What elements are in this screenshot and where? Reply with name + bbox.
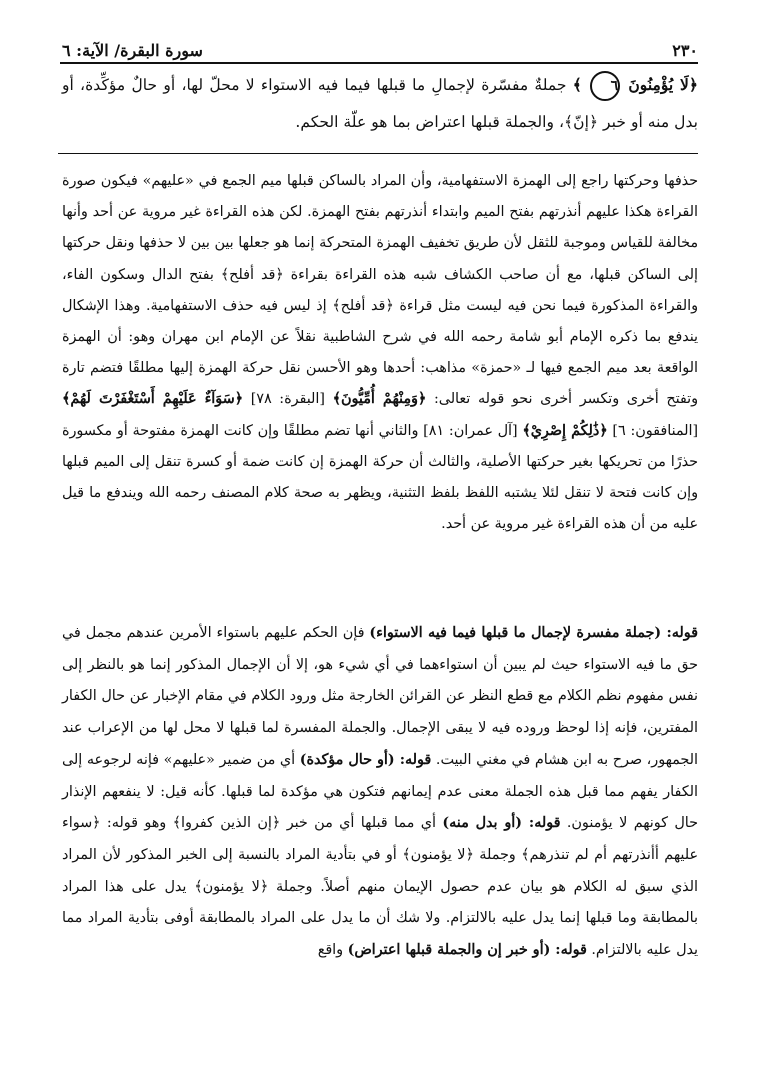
verse-number-badge: ٦ bbox=[590, 71, 620, 101]
commentary-text-2: أي من ضمير «عليهم» فإنه لرجوعه إلى الكفار يفهم مما قبل هذه الجملة معنى عدم إيمانهم فتكون هي مؤكدة لما قبلها. كأنه قيل: لا ينفعهم الإنذار حال كونهم لا يؤمنون. bbox=[62, 751, 698, 832]
commentary-keyword-4: قوله: (أو خبر إن والجملة قبلها اعتراض) bbox=[347, 942, 587, 959]
verse-explanation: جملةٌ مفسّرة لإجمالِ ما قبلها فيما فيه الاستواء لا محلّ لها، أو حالٌ مؤكِّدة، أو بدل منه أو خبر ﴿إنّ﴾، والجملة قبلها اعتراض بما هو علّة الحكم. bbox=[62, 76, 698, 131]
verse-quote: ﴿لَا يُؤْمِنُونَ bbox=[628, 75, 698, 94]
quran-quote-1: ﴿وَمِنْهُمْ أُمِّيُّونَ﴾ bbox=[332, 391, 427, 408]
footnote-paragraph bbox=[62, 166, 698, 540]
quran-quote-3: ﴿ذَٰلِكُمْ إِصْرِيْ﴾ bbox=[522, 422, 608, 439]
page-number: ٢٣٠ bbox=[672, 41, 698, 60]
surah-title: سورة البقرة/ الآية: ٦ bbox=[62, 41, 203, 60]
commentary-text-1: فإن الحكم عليهم باستواء الأمرين عندهم مجمل في حق ما فيه الاستواء حيث لم يبين أن استواءهما في أي شيء هو، إلا أن الإجمال المذكور إنما هو بالنظر إلى نفس مفهوم نظم الكلام مع قطع النظر عن القرائن الخارجة مثل ورود الكلام في مقام الإخبار عن حال الكفار المفترين، فإنه إذا لوحظ وروده فيه لا يبقى الإجمال. والجملة المفسرة لما قبلها لا محل لها من الإعراب عند الجمهور، صرح به ابن هشام في مغني البيت. bbox=[62, 625, 698, 768]
commentary-keyword-1: قوله: (جملة مفسرة لإجمال ما قبلها فيما فيه الاستواء) bbox=[369, 625, 699, 641]
header-divider bbox=[60, 62, 698, 64]
commentary-text-4: واقع bbox=[317, 942, 344, 959]
footnote-text-1: حذفها وحركتها راجع إلى الهمزة الاستفهامية، وأن المراد بالساكن قبلها ميم الجمع في «عليهم» فيكون صورة القراءة هكذا عليهم أنذرتهم بفتح الميم وابتداء أنذرتهم بفتح الهمزة. لكن هذه القراءة غير مروية عن أحد وأنها مخالفة للقياس وموجبة للثقل لأن طريق تخفيف الهمزة المتحركة إنما هو جعلها بين بين لا حذفها ونقل حركتها إلى الساكن قبلها، مع أن صاحب الكشاف شبه هذه القراءة بقراءة ﴿قد أفلح﴾ بفتح الدال وسكون الفاء، والقراءة المذكورة فيما نحن فيه ليست مثل قراءة ﴿قد أفلح﴾ إذ ليس فيه حذف الاستفهامية. وهذا الإشكال يندفع بما ذكره الإمام أبو شامة رحمه الله في شرح الشاطبية نقلاً عن الإمام ابن مهران وهو: أن الهمزة الواقعة بعد ميم الجمع فيها لـ «حمزة» مذاهب: أحدها وهو الأحسن نقل حركة الهمزة إليها مطلقًا فتضم تارة وتفتح أخرى وتكسر أخرى نحو قوله تعالى: bbox=[62, 173, 698, 408]
footnote-divider bbox=[58, 153, 698, 154]
verse-quote-close: ﴾ bbox=[572, 75, 582, 94]
footnote-block bbox=[62, 166, 698, 540]
commentary-paragraph bbox=[62, 618, 698, 967]
quran-ref-3: [آل عمران: ٨١] bbox=[423, 422, 518, 439]
commentary-text-3: أي مما قبلها أي من خبر ﴿إن الذين كفروا﴾ وهو قوله: ﴿سواء عليهم أأنذرتهم أم لم تنذرهم﴾ وجملة ﴿لا يؤمنون﴾ أو في بتأدية المراد بالنسبة إلى الخبر المذكور لأن المراد الذي سبق له الكلام هو بيان عدم حصول الإيمان منهم أصلاً. وجملة ﴿لا يؤمنون﴾ يدل على هذا المراد بالمطابقة وما قبلها إنما يدل عليه بالالتزام. ولا شك أن ما يدل على المراد بالمطابقة أوفى بتأدية المراد مما يدل عليه بالالتزام. bbox=[62, 815, 698, 959]
quran-ref-2: [المنافقون: ٦] bbox=[612, 422, 699, 439]
commentary-keyword-2: قوله: (أو حال مؤكدة) bbox=[299, 751, 432, 768]
quran-ref-1: [البقرة: ٧٨] bbox=[250, 391, 325, 408]
page-header bbox=[62, 34, 698, 60]
commentary-block bbox=[62, 618, 698, 967]
footnote-text-2: والثاني أنها تضم مطلقًا وإن كانت الهمزة مفتوحة أو مكسورة حذرًا من تحريكها بغير حركتها الأصلية، والثالث أن حركة الهمزة إن كانت ضمة أو كسرة تنقل إلى الميم قبلها وإن كانت فتحة لا تنقل لئلا يشتبه اللفظ بلفظ التثنية، ويظهر به صحة كلام المصنف رحمه الله ويندفع ما قيل عليه من أن هذه القراءة غير مروية عن أحد. bbox=[62, 422, 698, 533]
quran-quote-2: ﴿سَوَآءٌ عَلَيْهِمْ أَسْتَغْفَرْتَ لَهُمْ﴾ bbox=[62, 391, 244, 408]
verse-block bbox=[62, 66, 698, 141]
commentary-keyword-3: قوله: (أو بدل منه) bbox=[442, 815, 561, 832]
verse-paragraph bbox=[62, 66, 698, 141]
